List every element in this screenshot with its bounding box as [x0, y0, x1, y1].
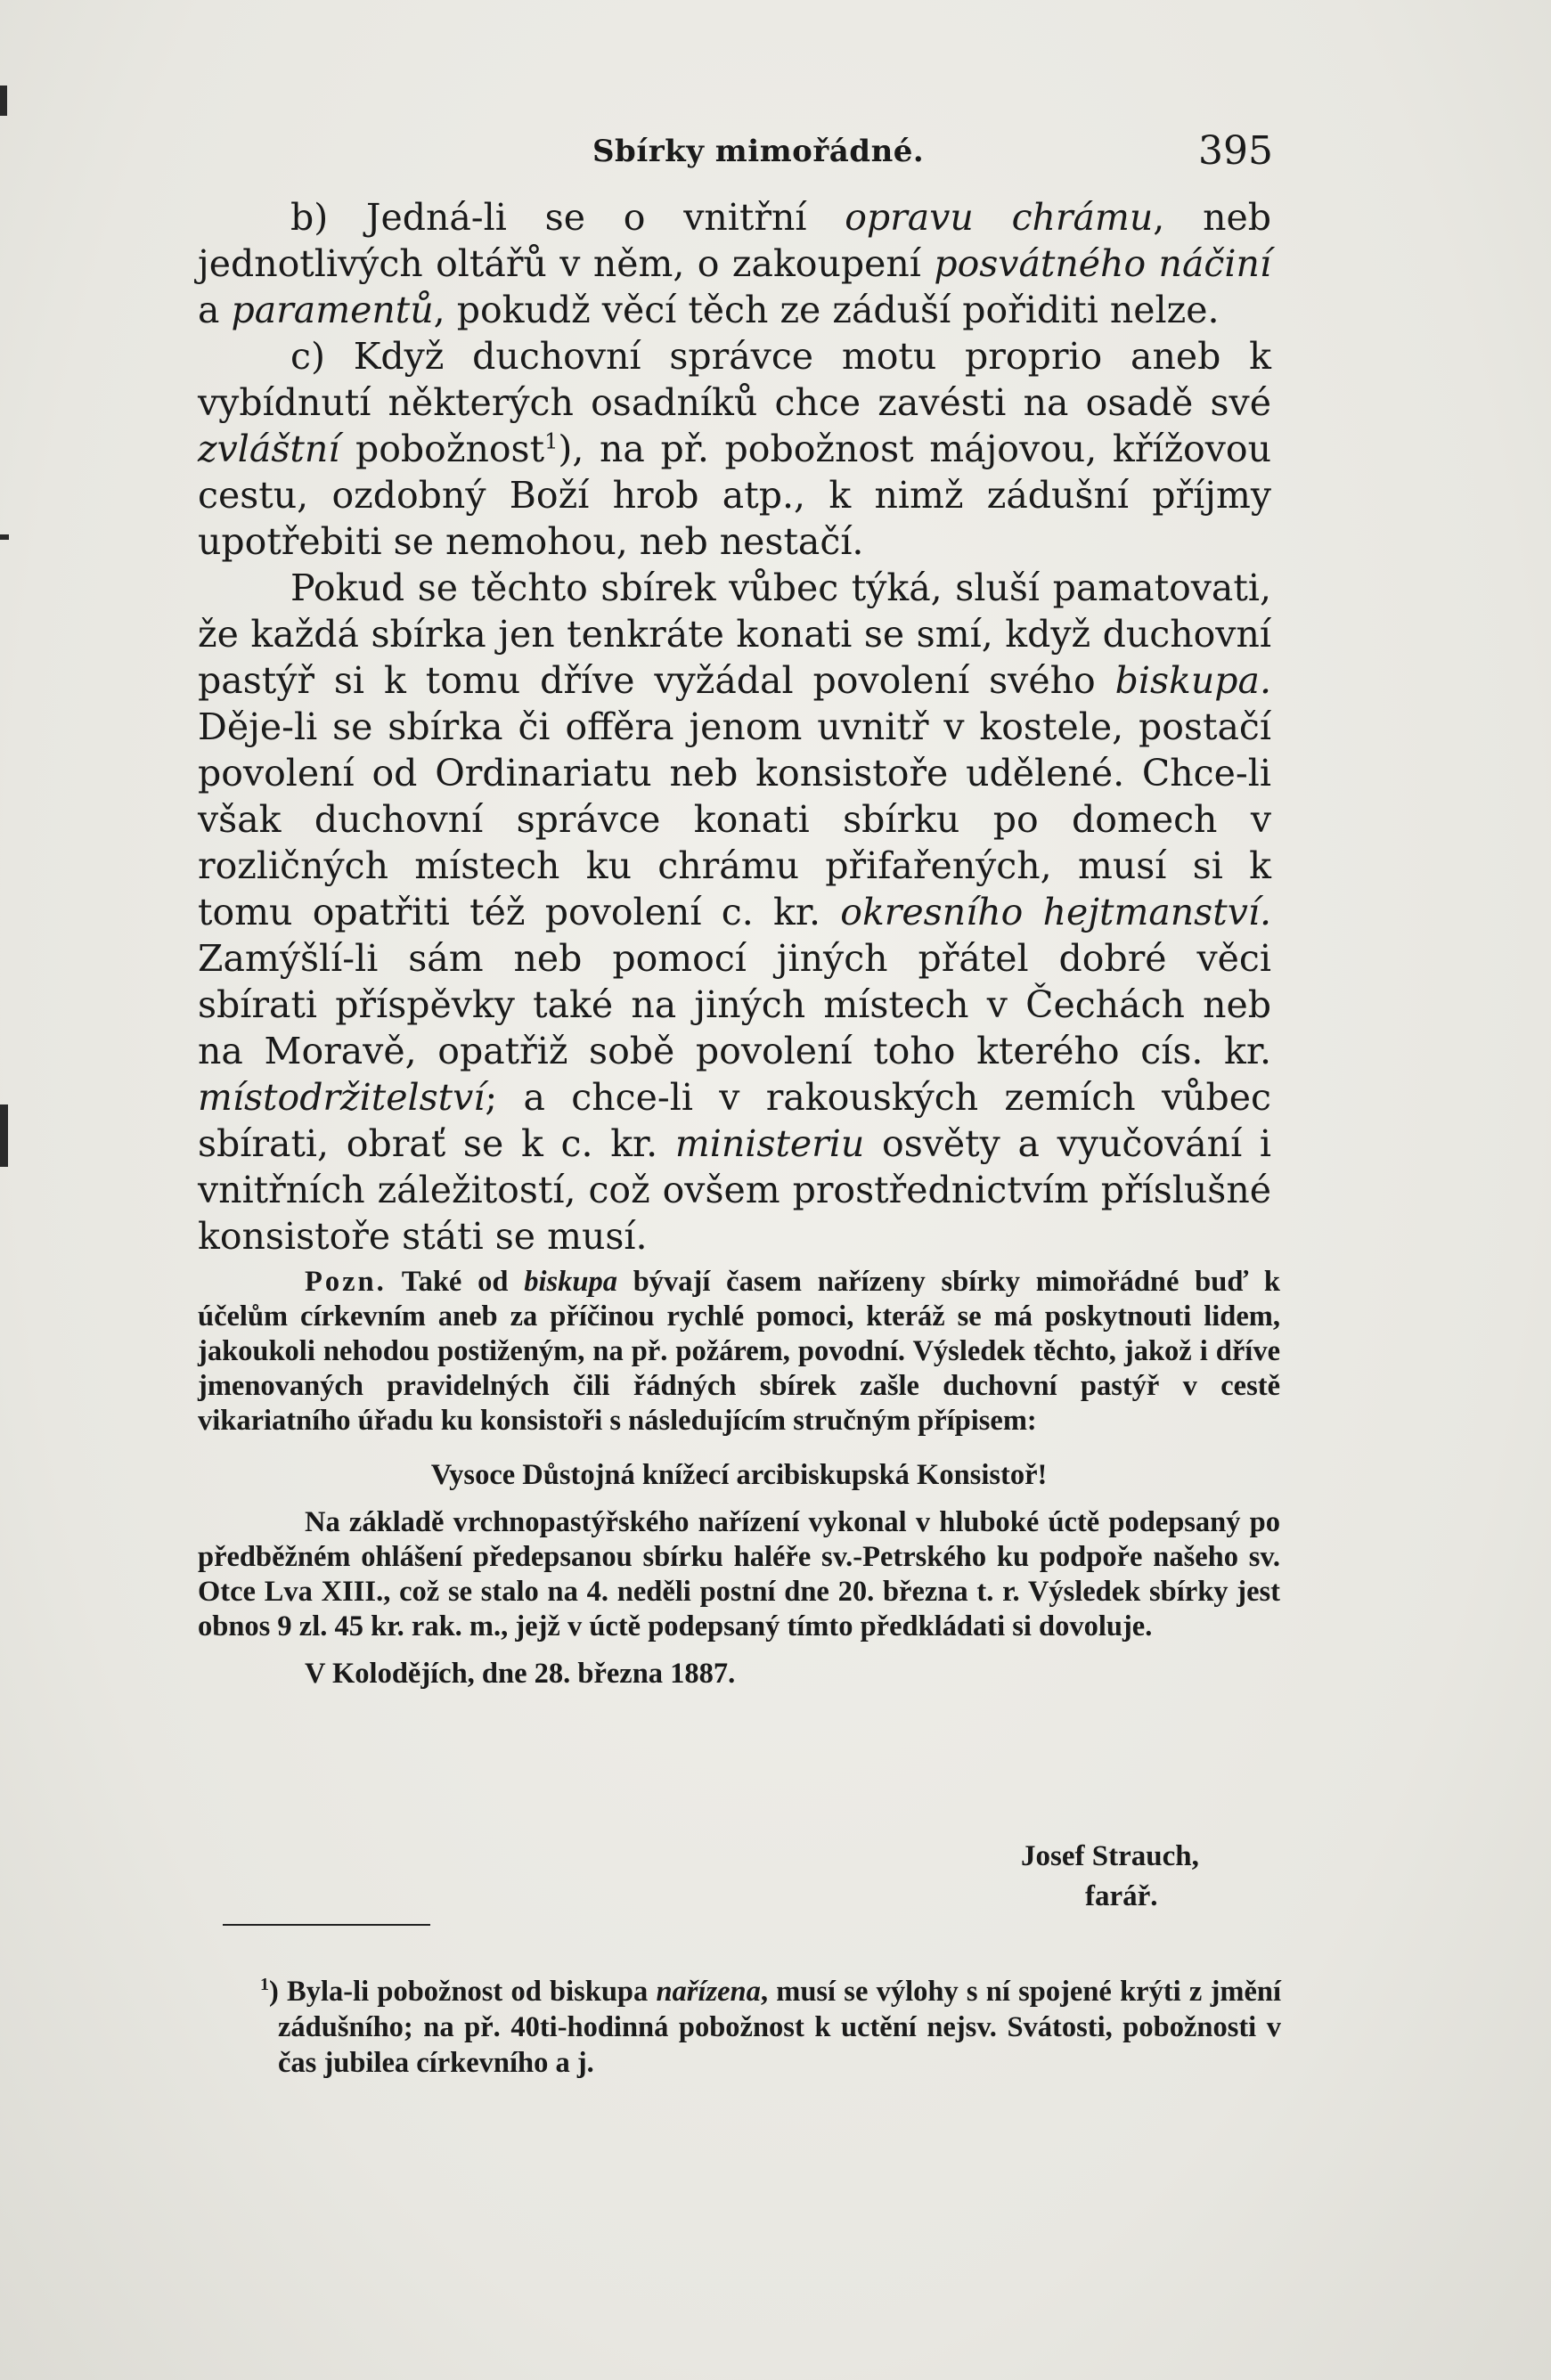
page-number: 395 [1198, 128, 1273, 174]
text-run: b) Jedná-li se o vnitřní [290, 196, 845, 239]
emphasis: ministeriu [674, 1122, 865, 1165]
signature [1021, 1837, 1199, 1917]
footnote-ref: 1 [544, 428, 559, 454]
text-run: bývají časem nařízeny sbírky mimořádné buď k účelům církevním aneb za příčinou rychlé pomoci, kteráž se má poskytnouti lidem, jakoukoli nehodou postiženým, na př. požárem, povodní. Výsledek těchto, jakož i dříve jmenovaných pravidelných čili řádných sbírek zašle duchovní pastýř v cestě vikariatního úřadu ku konsistoři s následujícím stručným přípisem: [198, 1266, 1280, 1437]
text-run: Zamýšlí-li sám neb pomocí jiných přátel dobré věci sbírati příspěvky také na jiných místech v Čechách neb na Moravě, opatřiž sobě povolení toho kterého cís. kr. [198, 937, 1271, 1072]
text-run: ; a chce-li v rakouských zemích vůbec sbírati, obrať se k c. kr. [198, 1076, 1271, 1165]
edge-mark [0, 86, 7, 116]
signature-title: farář. [1085, 1880, 1158, 1912]
emphasis: paramentů [231, 289, 434, 331]
note-label: Pozn. [305, 1266, 387, 1298]
emphasis: okresního hejtmanství. [840, 891, 1271, 933]
edge-mark [0, 534, 9, 540]
text-run: osvěty a vyučování i vnitřních záležitostí, což ovšem prostřednictvím příslušné konsistoře státi se musí. [198, 1122, 1271, 1258]
emphasis: opravu chrámu [845, 196, 1154, 239]
edge-mark [0, 1104, 8, 1167]
emphasis: nařízena [656, 1975, 761, 2008]
text-run: , neb jednotlivých oltářů v něm, o zakoupení [198, 196, 1271, 285]
emphasis: zvláštní [198, 428, 340, 470]
letter-salutation: Vysoce Důstojná knížecí arcibiskupská Konsistoř! [430, 1459, 1048, 1491]
emphasis: biskupa [524, 1266, 617, 1298]
emphasis: biskupa. [1114, 659, 1271, 702]
running-title: Sbírky mimořádné. [592, 134, 925, 169]
emphasis: místodržitelství [198, 1076, 486, 1119]
footnote-text [260, 1967, 1281, 2081]
note-paragraph [198, 1265, 1280, 1439]
paragraph-b [198, 194, 1271, 333]
note-block [198, 1265, 1280, 1691]
text-run: Také od [386, 1266, 525, 1298]
paragraph-c [198, 333, 1271, 565]
letter-place-date: V Kolodějích, dne 28. března 1887. [305, 1658, 736, 1690]
running-header [0, 128, 1551, 178]
text-run: Pokud se těchto sbírek vůbec týká, sluší pamatovati, že každá sbírka jen tenkráte konati se smí, když duchovní pastýř si k tomu dříve vyžádal povolení svého [198, 566, 1271, 702]
text-run: ), na př. pobožnost májovou, křížovou cestu, ozdobný Boží hrob atp., k nimž zádušní příjmy upotřebiti se nemohou, neb nestačí. [198, 428, 1271, 563]
text-run: ) Byla-li pobožnost od biskupa [269, 1975, 657, 2008]
emphasis: posvátného náčiní [934, 242, 1271, 285]
text-run: , musí se výlohy s ní spojené krýti z jmění zádušního; na př. 40ti-hodinná pobožnost k uctění nejsv. Svátosti, pobožnosti v čas jubilea církevního a j. [278, 1975, 1281, 2079]
footnote [260, 1967, 1281, 2081]
signature-name: Josef Strauch, [1021, 1840, 1199, 1872]
main-text [198, 194, 1271, 1259]
text-run: a [198, 289, 232, 331]
paragraph-collections [198, 565, 1271, 1259]
footnote-rule [223, 1924, 430, 1926]
text-run: c) Když duchovní správce motu proprio aneb k vybídnutí některých osadníků chce zavésti na osadě své [198, 335, 1271, 424]
text-run: , pokudž věcí těch ze záduší pořiditi nelze. [433, 289, 1220, 331]
footnote-mark: 1 [260, 1975, 269, 1994]
text-run: pobožnost [339, 428, 545, 470]
text-run: Děje-li se sbírka či offěra jenom uvnitř v kostele, postačí povolení od Ordinariatu neb konsistoře udělené. Chce-li však duchovní správce konati sbírku po domech v rozličných místech ku chrámu přifařených, musí si k tomu opatřiti též povolení c. kr. [198, 705, 1271, 933]
letter-body: Na základě vrchnopastýřského nařízení vykonal v hluboké úctě podepsaný po předběžném ohlášení předepsanou sbírku haléře sv.-Petrského ku podpoře našeho sv. Otce Lva XIII., což se stalo na 4. neděli postní dne 20. března t. r. Výsledek sbírky jest obnos 9 zl. 45 kr. rak. m., jejž v úctě podepsaný tímto předkládati si dovoluje. [198, 1506, 1280, 1642]
